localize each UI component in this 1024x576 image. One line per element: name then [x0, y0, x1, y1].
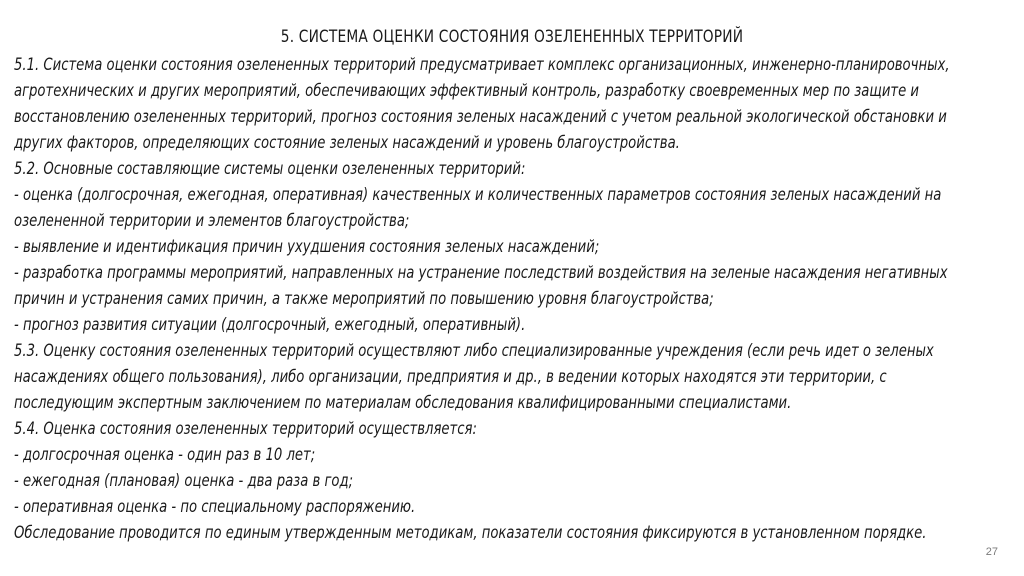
body-line: восстановлению озелененных территорий, прогноз состояния зеленых насаждений с учетом реальной экологической обстановки и: [14, 107, 947, 126]
slide-title: 5. СИСТЕМА ОЦЕНКИ СОСТОЯНИЯ ОЗЕЛЕНЕННЫХ ТЕРРИТОРИЙ: [280, 27, 744, 47]
body-line: - выявление и идентификация причин ухудшения состояния зеленых насаждений;: [14, 237, 600, 256]
body-line: - прогноз развития ситуации (долгосрочный, ежегодный, оперативный).: [14, 315, 526, 334]
body-line: озелененной территории и элементов благоустройства;: [14, 211, 410, 230]
body-line: агротехнических и других мероприятий, обеспечивающих эффективный контроль, разработку своевременных мер по защите и: [14, 81, 920, 100]
body-line: - разработка программы мероприятий, направленных на устранение последствий воздействия на зеленые насаждения негативных: [14, 263, 948, 282]
slide-body: [14, 52, 993, 546]
body-line: насаждениях общего пользования), либо организации, предприятия и др., в ведении которых находятся эти территории, с: [14, 367, 887, 386]
page-number: 27: [985, 546, 998, 558]
body-line: 5.3. Оценку состояния озелененных территорий осуществляют либо специализированные учреждения (если речь идет о зеленых: [14, 341, 934, 360]
body-line: - оценка (долгосрочная, ежегодная, оперативная) качественных и количественных параметров состояния зеленых насаждений на: [14, 185, 942, 204]
body-line: - долгосрочная оценка - один раз в 10 лет;: [14, 445, 316, 464]
body-line: других факторов, определяющих состояние зеленых насаждений и уровень благоустройства.: [14, 133, 680, 152]
body-line: - оперативная оценка - по специальному распоряжению.: [14, 497, 416, 516]
body-line: 5.1. Система оценки состояния озелененных территорий предусматривает комплекс организационных, инженерно-планировочных,: [14, 55, 950, 74]
body-line: Обследование проводится по единым утвержденным методикам, показатели состояния фиксируются в установленном порядке.: [14, 523, 927, 542]
body-line: 5.4. Оценка состояния озелененных территорий осуществляется:: [14, 419, 477, 438]
body-line: последующим экспертным заключением по материалам обследования квалифицированными специалистами.: [14, 393, 792, 412]
body-line: - ежегодная (плановая) оценка - два раза в год;: [14, 471, 354, 490]
body-line: причин и устранения самих причин, а также мероприятий по повышению уровня благоустройства;: [14, 289, 714, 308]
body-line: 5.2. Основные составляющие системы оценки озелененных территорий:: [14, 159, 526, 178]
